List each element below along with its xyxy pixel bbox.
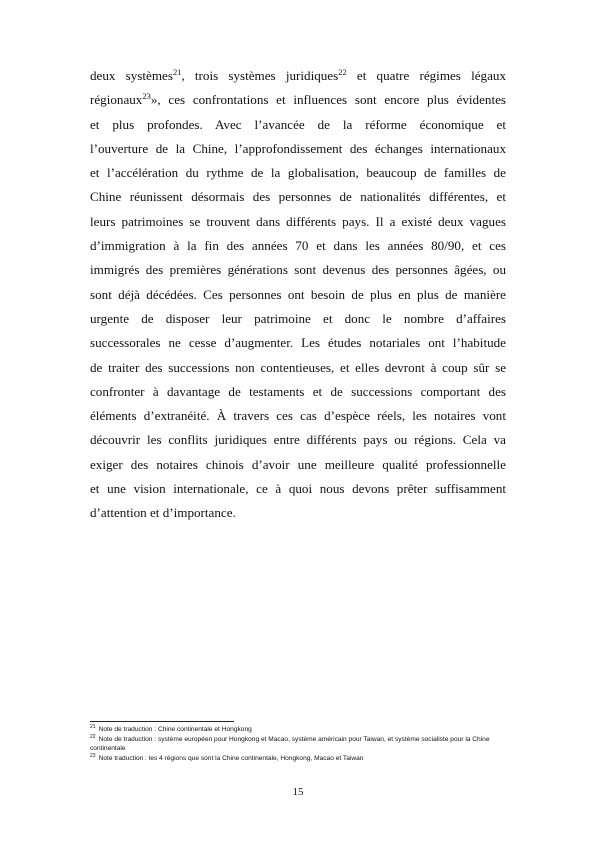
text-line: leurs patrimoines se trouvent dans différents pays. Il a existé deux vagues xyxy=(90,213,506,229)
main-paragraph xyxy=(90,64,506,526)
text-run: », ces confrontations et influences sont encore plus évidentes xyxy=(150,92,506,108)
text-line: immigrés des premières générations sont devenus des personnes âgées, ou xyxy=(90,262,506,278)
text-line: l’ouverture de la Chine, l’approfondissement des échanges internationaux xyxy=(90,140,506,156)
text-line: et l’accélération du rythme de la globalisation, beaucoup de familles de xyxy=(90,165,506,181)
footnote-ref-23[interactable]: 23 xyxy=(142,91,151,102)
page-number: 15 xyxy=(292,786,304,798)
text-line: exiger des notaires chinois d’avoir une meilleure qualité professionnelle xyxy=(90,456,506,472)
text-line: successorales ne cesse d’augmenter. Les études notariales ont l’habitude xyxy=(90,335,506,351)
text-line: Chine réunissent désormais des personnes de nationalités différentes, et xyxy=(90,189,506,205)
text-line: découvrir les conflits juridiques entre différents pays ou régions. Cela va xyxy=(90,432,506,448)
footnote-21 xyxy=(90,725,508,735)
text-run: et quatre régimes légaux xyxy=(346,68,506,83)
text-line: éléments d’extranéité. À travers ces cas d’espèce réels, les notaires vont xyxy=(90,408,506,424)
text-line: de traiter des successions non contentieuses, et elles devront à coup sûr se xyxy=(90,359,506,375)
text-line: et plus profondes. Avec l’avancée de la réforme économique et xyxy=(90,116,506,132)
footnote-number: 23 xyxy=(90,752,96,759)
footnotes xyxy=(90,725,508,763)
footnote-22 xyxy=(90,735,508,754)
text-line xyxy=(90,64,506,88)
text-line: et une vision internationale, ce à quoi nous devons prêter suffisamment xyxy=(90,481,506,497)
text-run: deux systèmes xyxy=(90,68,173,83)
footnote-text: Note traduction : les 4 régions que sont la Chine continentale, Hongkong, Macao et Taiwan xyxy=(98,754,364,762)
text-line: confronter à davantage de testaments et de successions comportant des xyxy=(90,383,506,399)
text-line: urgente de disposer leur patrimoine et donc le nombre d’affaires xyxy=(90,310,506,326)
text-line: d’immigration à la fin des années 70 et dans les années 80/90, et ces xyxy=(90,238,506,254)
text-line xyxy=(90,88,506,112)
footnote-23 xyxy=(90,754,508,764)
text-line: d’attention et d’importance. xyxy=(90,505,236,521)
footnote-text: Note de traduction : système européen pour Hongkong et Macao, système américain pour Taiwan, et système socialiste pour la Chine continentale xyxy=(90,735,490,753)
footnote-separator xyxy=(90,721,234,722)
footnote-ref-21[interactable]: 21 xyxy=(172,67,182,77)
footnote-text: Note de traduction : Chine continentale et Hongkong xyxy=(98,726,252,733)
footnote-number: 22 xyxy=(90,733,96,740)
text-run: régionaux xyxy=(90,92,143,108)
footnote-ref-22[interactable]: 22 xyxy=(338,67,347,77)
text-line: sont déjà décédées. Ces personnes ont besoin de plus en plus de manière xyxy=(90,286,506,302)
text-run: , trois systèmes juridiques xyxy=(181,68,339,83)
footnote-number: 21 xyxy=(90,724,96,730)
